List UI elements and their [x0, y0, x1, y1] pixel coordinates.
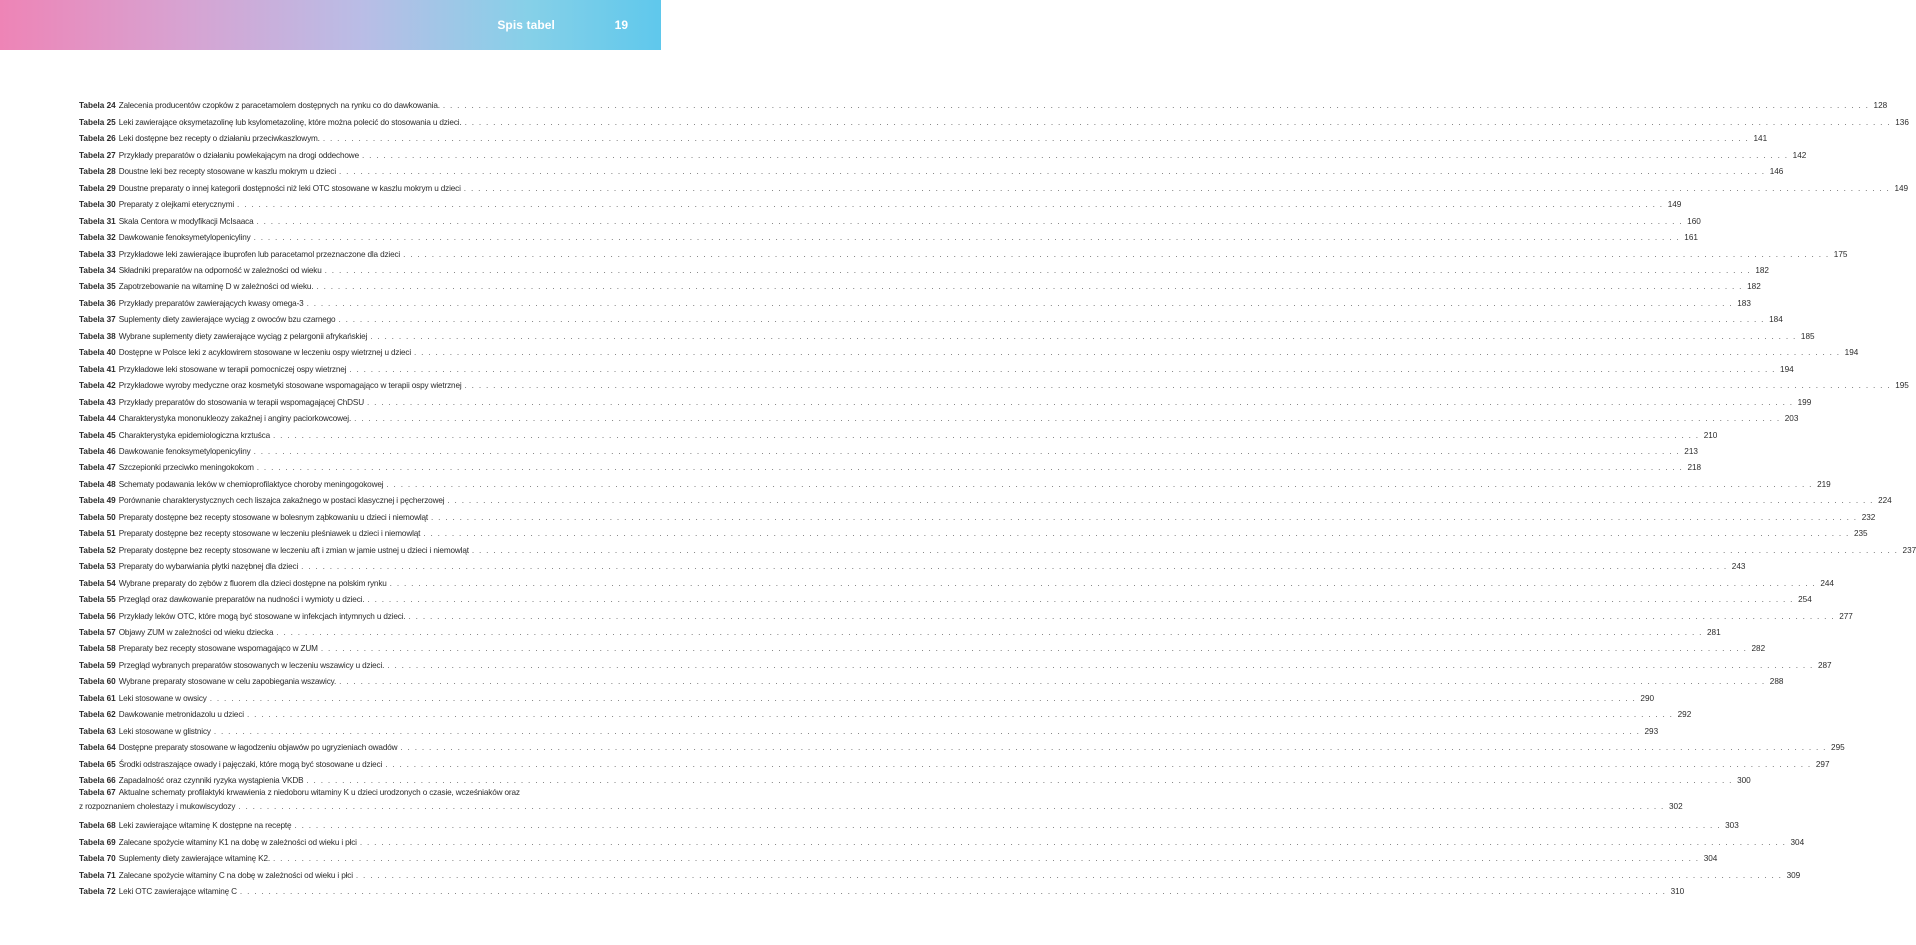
- entry-page-number: 304: [1790, 837, 1805, 847]
- entry-page-number: 213: [1684, 446, 1698, 456]
- dot-leader: . . . . . . . . . . . . . . . . . . . . . . . . . . . . . . . . . . . . . . . . . . . . . . . . . . . . . . . . . . . . . . . . . . . . . . . . . . . . . . . . . . . . . . . . . . . . . . . . . . . . . . . . . . . . . . . . . . . . . . . . . . . . . . . . . . . . . . . . . . . . . . . . . . . . . . . . . . . . . . . . . . . . . . . . . . . . . . . . . . . . . . . . . . . . . . . . . . . . . . . .: [273, 854, 1700, 864]
- entry-label: Tabela 41: [79, 364, 116, 374]
- entry-label: Tabela 31: [79, 216, 116, 226]
- entry-label: Tabela 42: [79, 381, 116, 391]
- entry-label: Tabela 58: [79, 644, 116, 654]
- entry-page-number: 203: [1784, 414, 1799, 424]
- entry-label: Tabela 64: [79, 743, 116, 753]
- toc-entry[interactable]: [79, 325, 1815, 341]
- entry-page-number: 303: [1725, 821, 1739, 831]
- dot-leader: . . . . . . . . . . . . . . . . . . . . . . . . . . . . . . . . . . . . . . . . . . . . . . . . . . . . . . . . . . . . . . . . . . . . . . . . . . . . . . . . . . . . . . . . . . . . . . . . . . . . . . . . . . . . . . . . . . . . . . . . . . . . . . . . . . . . . . . . . . . . . . . . . . . . . . . . . . . . . . . . . . . . . . . . . . . . . . . . . . . . . . . . . . . . . . . . . . . . . . . .: [238, 802, 1665, 812]
- dot-leader: . . . . . . . . . . . . . . . . . . . . . . . . . . . . . . . . . . . . . . . . . . . . . . . . . . . . . . . . . . . . . . . . . . . . . . . . . . . . . . . . . . . . . . . . . . . . . . . . . . . . . . . . . . . . . . . . . . . . . . . . . . . . . . . . . . . . . . . . . . . . . . . . . . . . . . . . . . . . . . . . . . . . . . . . . . . . . . . . . . . . . . . . . . . . . . . . . . . . . . . .: [354, 414, 1781, 424]
- dot-leader: . . . . . . . . . . . . . . . . . . . . . . . . . . . . . . . . . . . . . . . . . . . . . . . . . . . . . . . . . . . . . . . . . . . . . . . . . . . . . . . . . . . . . . . . . . . . . . . . . . . . . . . . . . . . . . . . . . . . . . . . . . . . . . . . . . . . . . . . . . . . . . . . . . . . . . . . . . . . . . . . . . . . . . . . . . . . . . . . . . . . . . . . . . . . . . . . . . . . . . . .: [339, 677, 1766, 687]
- dot-leader: . . . . . . . . . . . . . . . . . . . . . . . . . . . . . . . . . . . . . . . . . . . . . . . . . . . . . . . . . . . . . . . . . . . . . . . . . . . . . . . . . . . . . . . . . . . . . . . . . . . . . . . . . . . . . . . . . . . . . . . . . . . . . . . . . . . . . . . . . . . . . . . . . . . . . . . . . . . . . . . . . . . . . . . . . . . . . . . . . . . . . . . . . . . . . . . . . . . . . . . .: [306, 298, 1733, 308]
- entry-page-number: 232: [1861, 512, 1876, 522]
- entry-page-number: 141: [1753, 134, 1768, 144]
- dot-leader: . . . . . . . . . . . . . . . . . . . . . . . . . . . . . . . . . . . . . . . . . . . . . . . . . . . . . . . . . . . . . . . . . . . . . . . . . . . . . . . . . . . . . . . . . . . . . . . . . . . . . . . . . . . . . . . . . . . . . . . . . . . . . . . . . . . . . . . . . . . . . . . . . . . . . . . . . . . . . . . . . . . . . . . . . . . . . . . . . . . . . . . . . . . . . . . . . . . . . . . .: [209, 693, 1637, 703]
- toc-entry[interactable]: [79, 95, 1888, 111]
- entry-title: Szczepionki przeciwko meningokokom: [118, 463, 254, 473]
- entry-page-number: 182: [1755, 265, 1769, 275]
- entry-title: Wybrane preparaty stosowane w celu zapobiegania wszawicy.: [118, 677, 337, 687]
- entry-label: Tabela 28: [79, 167, 116, 177]
- toc-entry[interactable]: [79, 787, 1683, 815]
- entry-title: Preparaty dostępne bez recepty stosowane w leczeniu pleśniawek u dzieci i niemowląt: [118, 529, 421, 539]
- dot-leader: . . . . . . . . . . . . . . . . . . . . . . . . . . . . . . . . . . . . . . . . . . . . . . . . . . . . . . . . . . . . . . . . . . . . . . . . . . . . . . . . . . . . . . . . . . . . . . . . . . . . . . . . . . . . . . . . . . . . . . . . . . . . . . . . . . . . . . . . . . . . . . . . . . . . . . . . . . . . . . . . . . . . . . . . . . . . . . . . . . . . . . . . . . . . . . . . . . . . . . . .: [359, 837, 1787, 847]
- entry-title: Preparaty z olejkami eterycznymi: [118, 200, 235, 210]
- entry-page-number: 142: [1792, 150, 1807, 160]
- entry-page-number: 185: [1800, 331, 1815, 341]
- dot-leader: . . . . . . . . . . . . . . . . . . . . . . . . . . . . . . . . . . . . . . . . . . . . . . . . . . . . . . . . . . . . . . . . . . . . . . . . . . . . . . . . . . . . . . . . . . . . . . . . . . . . . . . . . . . . . . . . . . . . . . . . . . . . . . . . . . . . . . . . . . . . . . . . . . . . . . . . . . . . . . . . . . . . . . . . . . . . . . . . . . . . . . . . . . . . . . . . . . . . . . . .: [301, 562, 1728, 572]
- entry-label: Tabela 56: [79, 611, 116, 621]
- toc-entry[interactable]: [79, 358, 1794, 374]
- toc-entry[interactable]: [79, 605, 1853, 621]
- toc-entry[interactable]: [79, 848, 1718, 864]
- entry-page-number: 302: [1668, 802, 1683, 812]
- entry-page-number: 277: [1839, 611, 1853, 621]
- entry-title: Leki stosowane w owsicy: [118, 693, 207, 703]
- entry-title: Dawkowanie fenoksymetylopenicyliny: [118, 446, 251, 456]
- entry-title: Suplementy diety zawierające wyciąg z owoców bzu czarnego: [118, 315, 336, 325]
- entry-page-number: 292: [1677, 710, 1692, 720]
- entry-title: Przegląd wybranych preparatów stosowanych w leczeniu wszawicy u dzieci.: [118, 660, 385, 670]
- entry-title: Przykładowe wyroby medyczne oraz kosmetyki stosowane wspomagająco w terapii ospy wietrznej: [118, 381, 462, 391]
- entry-title: Suplementy diety zawierające witaminę K2.: [118, 854, 271, 864]
- entry-label: Tabela 27: [79, 150, 116, 160]
- toc-entry[interactable]: [79, 589, 1812, 605]
- entry-page-number: 237: [1902, 545, 1916, 555]
- entry-title: Przykłady preparatów do stosowania w terapii wspomagającej ChDSU: [118, 397, 364, 407]
- dot-leader: . . . . . . . . . . . . . . . . . . . . . . . . . . . . . . . . . . . . . . . . . . . . . . . . . . . . . . . . . . . . . . . . . . . . . . . . . . . . . . . . . . . . . . . . . . . . . . . . . . . . . . . . . . . . . . . . . . . . . . . . . . . . . . . . . . . . . . . . . . . . . . . . . . . . . . . . . . . . . . . . . . . . . . . . . . . . . . . . . . . . . . . . . . . . . . . . . . . . . . . .: [387, 660, 1814, 670]
- toc-entry[interactable]: [79, 111, 1909, 127]
- entry-title: Dostępne w Polsce leki z acyklowirem stosowane w leczeniu ospy wietrznej u dzieci: [118, 348, 412, 358]
- entry-page-number: 254: [1798, 595, 1812, 605]
- dot-leader: . . . . . . . . . . . . . . . . . . . . . . . . . . . . . . . . . . . . . . . . . . . . . . . . . . . . . . . . . . . . . . . . . . . . . . . . . . . . . . . . . . . . . . . . . . . . . . . . . . . . . . . . . . . . . . . . . . . . . . . . . . . . . . . . . . . . . . . . . . . . . . . . . . . . . . . . . . . . . . . . . . . . . . . . . . . . . . . . . . . . . . . . . . . . . . . . . . . . . . . .: [316, 282, 1743, 292]
- toc-entry[interactable]: [79, 815, 1739, 831]
- dot-leader: . . . . . . . . . . . . . . . . . . . . . . . . . . . . . . . . . . . . . . . . . . . . . . . . . . . . . . . . . . . . . . . . . . . . . . . . . . . . . . . . . . . . . . . . . . . . . . . . . . . . . . . . . . . . . . . . . . . . . . . . . . . . . . . . . . . . . . . . . . . . . . . . . . . . . . . . . . . . . . . . . . . . . . . . . . . . . . . . . . . . . . . . . . . . . . . . . . . . . . . .: [339, 167, 1766, 177]
- dot-leader: . . . . . . . . . . . . . . . . . . . . . . . . . . . . . . . . . . . . . . . . . . . . . . . . . . . . . . . . . . . . . . . . . . . . . . . . . . . . . . . . . . . . . . . . . . . . . . . . . . . . . . . . . . . . . . . . . . . . . . . . . . . . . . . . . . . . . . . . . . . . . . . . . . . . . . . . . . . . . . . . . . . . . . . . . . . . . . . . . . . . . . . . . . . . . . . . . . . . . . . .: [386, 479, 1813, 489]
- entry-page-number: 183: [1737, 298, 1751, 308]
- entry-title: Schematy podawania leków w chemioprofilaktyce choroby meningogokowej: [118, 479, 384, 489]
- entry-title: Leki zawierające oksymetazolinę lub ksylometazolinę, które można polecić do stosowania u dzieci.: [118, 117, 462, 127]
- entry-label: Tabela 60: [79, 677, 116, 687]
- entry-label: Tabela 66: [79, 776, 116, 786]
- dot-leader: . . . . . . . . . . . . . . . . . . . . . . . . . . . . . . . . . . . . . . . . . . . . . . . . . . . . . . . . . . . . . . . . . . . . . . . . . . . . . . . . . . . . . . . . . . . . . . . . . . . . . . . . . . . . . . . . . . . . . . . . . . . . . . . . . . . . . . . . . . . . . . . . . . . . . . . . . . . . . . . . . . . . . . . . . . . . . . . . . . . . . . . . . . . . . . . . . . . . . . . .: [389, 578, 1816, 588]
- toc-entry[interactable]: [79, 128, 1768, 144]
- entry-title: Preparaty dostępne bez recepty stosowane w bolesnym ząbkowaniu u dzieci i niemowląt: [118, 512, 429, 522]
- entry-title: Skala Centora w modyfikacji McIsaaca: [118, 216, 254, 226]
- toc-entry[interactable]: [79, 227, 1698, 243]
- entry-title: Przykładowe leki stosowane w terapii pomocniczej ospy wietrznej: [118, 364, 347, 374]
- toc-entry[interactable]: [79, 194, 1682, 210]
- entry-label: Tabela 65: [79, 759, 116, 769]
- entry-label: Tabela 67: [79, 788, 116, 798]
- dot-leader: . . . . . . . . . . . . . . . . . . . . . . . . . . . . . . . . . . . . . . . . . . . . . . . . . . . . . . . . . . . . . . . . . . . . . . . . . . . . . . . . . . . . . . . . . . . . . . . . . . . . . . . . . . . . . . . . . . . . . . . . . . . . . . . . . . . . . . . . . . . . . . . . . . . . . . . . . . . . . . . . . . . . . . . . . . . . . . . . . . . . . . . . . . . . . . . . . . . . . . . .: [431, 512, 1858, 522]
- entry-page-number: 210: [1703, 430, 1718, 440]
- entry-label: Tabela 30: [79, 200, 116, 210]
- entry-title: Objawy ZUM w zależności od wieku dziecka: [118, 627, 274, 637]
- dot-leader: . . . . . . . . . . . . . . . . . . . . . . . . . . . . . . . . . . . . . . . . . . . . . . . . . . . . . . . . . . . . . . . . . . . . . . . . . . . . . . . . . . . . . . . . . . . . . . . . . . . . . . . . . . . . . . . . . . . . . . . . . . . . . . . . . . . . . . . . . . . . . . . . . . . . . . . . . . . . . . . . . . . . . . . . . . . . . . . . . . . . . . . . . . . . . . . . . . . . . . . .: [256, 216, 1683, 226]
- entry-page-number: 182: [1747, 282, 1761, 292]
- header-band: [0, 0, 661, 50]
- entry-title: Przykłady preparatów o działaniu powlekającym na drogi oddechowe: [118, 150, 359, 160]
- toc-entry[interactable]: [79, 654, 1832, 670]
- entry-label: Tabela 37: [79, 315, 116, 325]
- toc-entry[interactable]: [79, 177, 1909, 193]
- entry-label: Tabela 72: [79, 887, 116, 897]
- entry-label: Tabela 53: [79, 562, 116, 572]
- entry-label: Tabela 36: [79, 298, 116, 308]
- dot-leader: . . . . . . . . . . . . . . . . . . . . . . . . . . . . . . . . . . . . . . . . . . . . . . . . . . . . . . . . . . . . . . . . . . . . . . . . . . . . . . . . . . . . . . . . . . . . . . . . . . . . . . . . . . . . . . . . . . . . . . . . . . . . . . . . . . . . . . . . . . . . . . . . . . . . . . . . . . . . . . . . . . . . . . . . . . . . . . . . . . . . . . . . . . . . . . . . . . . . . . . .: [370, 331, 1797, 341]
- entry-page-number: 218: [1687, 463, 1702, 473]
- entry-label: Tabela 35: [79, 282, 116, 292]
- entry-title: Przykłady leków OTC, które mogą być stosowane w infekcjach intymnych u dzieci.: [118, 611, 406, 621]
- toc-entry[interactable]: [79, 753, 1830, 769]
- entry-label: Tabela 24: [79, 101, 116, 111]
- entry-title: Zalecenia producentów czopków z paracetamolem dostępnych na rynku co do dawkowania.: [118, 101, 440, 111]
- dot-leader: . . . . . . . . . . . . . . . . . . . . . . . . . . . . . . . . . . . . . . . . . . . . . . . . . . . . . . . . . . . . . . . . . . . . . . . . . . . . . . . . . . . . . . . . . . . . . . . . . . . . . . . . . . . . . . . . . . . . . . . . . . . . . . . . . . . . . . . . . . . . . . . . . . . . . . . . . . . . . . . . . . . . . . . . . . . . . . . . . . . . . . . . . . . . . . . . . . . . . . . .: [464, 381, 1891, 391]
- entry-title: Przegląd oraz dawkowanie preparatów na nudności i wymioty u dzieci.: [118, 595, 365, 605]
- entry-title: Zapadalność oraz czynniki ryzyka wystąpienia VKDB: [118, 776, 304, 786]
- dot-leader: . . . . . . . . . . . . . . . . . . . . . . . . . . . . . . . . . . . . . . . . . . . . . . . . . . . . . . . . . . . . . . . . . . . . . . . . . . . . . . . . . . . . . . . . . . . . . . . . . . . . . . . . . . . . . . . . . . . . . . . . . . . . . . . . . . . . . . . . . . . . . . . . . . . . . . . . . . . . . . . . . . . . . . . . . . . . . . . . . . . . . . . . . . . . . . . . . . . . . . . .: [237, 200, 1664, 210]
- dot-leader: . . . . . . . . . . . . . . . . . . . . . . . . . . . . . . . . . . . . . . . . . . . . . . . . . . . . . . . . . . . . . . . . . . . . . . . . . . . . . . . . . . . . . . . . . . . . . . . . . . . . . . . . . . . . . . . . . . . . . . . . . . . . . . . . . . . . . . . . . . . . . . . . . . . . . . . . . . . . . . . . . . . . . . . . . . . . . . . . . . . . . . . . . . . . . . . . . . . . . . . .: [324, 265, 1751, 275]
- entry-page-number: 194: [1780, 364, 1794, 374]
- page-number: 19: [614, 18, 628, 32]
- section-title: Spis tabel: [497, 18, 555, 32]
- entry-title: Wybrane suplementy diety zawierające wyciąg z pelargonii afrykańskiej: [118, 331, 368, 341]
- dot-leader: . . . . . . . . . . . . . . . . . . . . . . . . . . . . . . . . . . . . . . . . . . . . . . . . . . . . . . . . . . . . . . . . . . . . . . . . . . . . . . . . . . . . . . . . . . . . . . . . . . . . . . . . . . . . . . . . . . . . . . . . . . . . . . . . . . . . . . . . . . . . . . . . . . . . . . . . . . . . . . . . . . . . . . . . . . . . . . . . . . . . . . . . . . . . . . . . . . . . . . . .: [322, 134, 1750, 144]
- toc-entry[interactable]: [79, 671, 1784, 687]
- toc-entry[interactable]: [79, 473, 1831, 489]
- entry-title: Leki dostępne bez recepty o działaniu przeciwkaszlowym.: [118, 134, 320, 144]
- entry-page-number: 194: [1844, 348, 1859, 358]
- dot-leader: . . . . . . . . . . . . . . . . . . . . . . . . . . . . . . . . . . . . . . . . . . . . . . . . . . . . . . . . . . . . . . . . . . . . . . . . . . . . . . . . . . . . . . . . . . . . . . . . . . . . . . . . . . . . . . . . . . . . . . . . . . . . . . . . . . . . . . . . . . . . . . . . . . . . . . . . . . . . . . . . . . . . . . . . . . . . . . . . . . . . . . . . . . . . . . . . . . . . . . . .: [320, 644, 1748, 654]
- dot-leader: . . . . . . . . . . . . . . . . . . . . . . . . . . . . . . . . . . . . . . . . . . . . . . . . . . . . . . . . . . . . . . . . . . . . . . . . . . . . . . . . . . . . . . . . . . . . . . . . . . . . . . . . . . . . . . . . . . . . . . . . . . . . . . . . . . . . . . . . . . . . . . . . . . . . . . . . . . . . . . . . . . . . . . . . . . . . . . . . . . . . . . . . . . . . . . . . . . . . . . . .: [338, 315, 1765, 325]
- entry-title: Zalecane spożycie witaminy K1 na dobę w zależności od wieku i płci: [118, 837, 357, 847]
- entry-label: Tabela 62: [79, 710, 116, 720]
- dot-leader: . . . . . . . . . . . . . . . . . . . . . . . . . . . . . . . . . . . . . . . . . . . . . . . . . . . . . . . . . . . . . . . . . . . . . . . . . . . . . . . . . . . . . . . . . . . . . . . . . . . . . . . . . . . . . . . . . . . . . . . . . . . . . . . . . . . . . . . . . . . . . . . . . . . . . . . . . . . . . . . . . . . . . . . . . . . . . . . . . . . . . . . . . . . . . . . . . . . . . . . .: [246, 710, 1674, 720]
- toc-entry[interactable]: [79, 556, 1746, 572]
- entry-title-continued: z rozpoznaniem cholestazy i mukowiscydozy: [79, 802, 236, 812]
- toc-entry[interactable]: [79, 210, 1701, 226]
- entry-title: Wybrane preparaty do zębów z fluorem dla dzieci dostępne na polskim rynku: [118, 578, 387, 588]
- entry-label: Tabela 33: [79, 249, 116, 259]
- entry-title: Leki zawierające witaminę K dostępne na receptę: [118, 821, 292, 831]
- toc-entry[interactable]: [79, 408, 1799, 424]
- toc-entry[interactable]: [79, 737, 1845, 753]
- entry-label: Tabela 52: [79, 545, 116, 555]
- entry-title: Dawkowanie metronidazolu u dzieci: [118, 710, 244, 720]
- entry-title: Preparaty bez recepty stosowane wspomagająco w ZUM: [118, 644, 318, 654]
- entry-title: Charakterystyka mononukleozy zakaźnej i anginy paciorkowcowej.: [118, 414, 352, 424]
- entry-label: Tabela 48: [79, 479, 116, 489]
- entry-page-number: 219: [1817, 479, 1831, 489]
- entry-title: Aktualne schematy profilaktyki krwawienia z niedoboru witaminy K u dzieci urodzonych o czasie, wcześniaków oraz: [118, 788, 520, 798]
- toc-entry[interactable]: [79, 243, 1848, 259]
- toc-entry[interactable]: [79, 864, 1801, 880]
- toc-entry[interactable]: [79, 539, 1916, 555]
- toc-entry[interactable]: [79, 572, 1834, 588]
- toc-entry[interactable]: [79, 260, 1769, 276]
- toc-entry[interactable]: [79, 457, 1702, 473]
- toc-entry[interactable]: [79, 523, 1868, 539]
- entry-page-number: 309: [1786, 870, 1801, 880]
- toc-entry[interactable]: [79, 720, 1659, 736]
- entry-title: Preparaty dostępne bez recepty stosowane w leczeniu aft i zmian w jamie ustnej u dzieci i niemowląt: [118, 545, 469, 555]
- entry-page-number: 146: [1769, 167, 1784, 177]
- entry-label: Tabela 45: [79, 430, 116, 440]
- entry-label: Tabela 70: [79, 854, 116, 864]
- entry-label: Tabela 26: [79, 134, 116, 144]
- toc-entry[interactable]: [79, 490, 1892, 506]
- dot-leader: . . . . . . . . . . . . . . . . . . . . . . . . . . . . . . . . . . . . . . . . . . . . . . . . . . . . . . . . . . . . . . . . . . . . . . . . . . . . . . . . . . . . . . . . . . . . . . . . . . . . . . . . . . . . . . . . . . . . . . . . . . . . . . . . . . . . . . . . . . . . . . . . . . . . . . . . . . . . . . . . . . . . . . . . . . . . . . . . . . . . . . . . . . . . . . . . . . . . . . . .: [367, 595, 1794, 605]
- toc-entry[interactable]: [79, 424, 1718, 440]
- entry-title: Preparaty do wybarwiania płytki nazębnej dla dzieci: [118, 562, 299, 572]
- toc-entry[interactable]: [79, 622, 1721, 638]
- entry-label: Tabela 44: [79, 414, 116, 424]
- entry-label: Tabela 29: [79, 183, 116, 193]
- entry-title: Przykłady preparatów zawierających kwasy omega-3: [118, 298, 304, 308]
- table-of-contents: [79, 95, 1916, 897]
- toc-entry[interactable]: [79, 638, 1766, 654]
- entry-page-number: 136: [1895, 117, 1909, 127]
- toc-entry[interactable]: [79, 881, 1685, 897]
- entry-label: Tabela 71: [79, 870, 116, 880]
- dot-leader: . . . . . . . . . . . . . . . . . . . . . . . . . . . . . . . . . . . . . . . . . . . . . . . . . . . . . . . . . . . . . . . . . . . . . . . . . . . . . . . . . . . . . . . . . . . . . . . . . . . . . . . . . . . . . . . . . . . . . . . . . . . . . . . . . . . . . . . . . . . . . . . . . . . . . . . . . . . . . . . . . . . . . . . . . . . . . . . . . . . . . . . . . . . . . . . . . . . . . . . .: [414, 348, 1841, 358]
- entry-label: Tabela 59: [79, 660, 116, 670]
- dot-leader: . . . . . . . . . . . . . . . . . . . . . . . . . . . . . . . . . . . . . . . . . . . . . . . . . . . . . . . . . . . . . . . . . . . . . . . . . . . . . . . . . . . . . . . . . . . . . . . . . . . . . . . . . . . . . . . . . . . . . . . . . . . . . . . . . . . . . . . . . . . . . . . . . . . . . . . . . . . . . . . . . . . . . . . . . . . . . . . . . . . . . . . . . . . . . . . . . . . . . . . .: [447, 496, 1874, 506]
- entry-page-number: 244: [1820, 578, 1834, 588]
- dot-leader: . . . . . . . . . . . . . . . . . . . . . . . . . . . . . . . . . . . . . . . . . . . . . . . . . . . . . . . . . . . . . . . . . . . . . . . . . . . . . . . . . . . . . . . . . . . . . . . . . . . . . . . . . . . . . . . . . . . . . . . . . . . . . . . . . . . . . . . . . . . . . . . . . . . . . . . . . . . . . . . . . . . . . . . . . . . . . . . . . . . . . . . . . . . . . . . . . . . . . . . .: [400, 743, 1827, 753]
- entry-page-number: 293: [1644, 726, 1659, 736]
- entry-page-number: 199: [1797, 397, 1812, 407]
- entry-page-number: 184: [1769, 315, 1783, 325]
- dot-leader: . . . . . . . . . . . . . . . . . . . . . . . . . . . . . . . . . . . . . . . . . . . . . . . . . . . . . . . . . . . . . . . . . . . . . . . . . . . . . . . . . . . . . . . . . . . . . . . . . . . . . . . . . . . . . . . . . . . . . . . . . . . . . . . . . . . . . . . . . . . . . . . . . . . . . . . . . . . . . . . . . . . . . . . . . . . . . . . . . . . . . . . . . . . . . . . . . . . . . . . .: [273, 430, 1700, 440]
- entry-title: Doustne preparaty o innej kategorii dostępności niż leki OTC stosowane w kaszlu mokrym u dzieci: [118, 183, 461, 193]
- dot-leader: . . . . . . . . . . . . . . . . . . . . . . . . . . . . . . . . . . . . . . . . . . . . . . . . . . . . . . . . . . . . . . . . . . . . . . . . . . . . . . . . . . . . . . . . . . . . . . . . . . . . . . . . . . . . . . . . . . . . . . . . . . . . . . . . . . . . . . . . . . . . . . . . . . . . . . . . . . . . . . . . . . . . . . . . . . . . . . . . . . . . . . . . . . . . . . . . . . . . . . . .: [442, 101, 1870, 111]
- entry-page-number: 295: [1831, 743, 1845, 753]
- entry-title: Środki odstraszające owady i pajęczaki, które mogą być stosowane u dzieci: [118, 759, 383, 769]
- entry-page-number: 290: [1640, 693, 1655, 703]
- dot-leader: . . . . . . . . . . . . . . . . . . . . . . . . . . . . . . . . . . . . . . . . . . . . . . . . . . . . . . . . . . . . . . . . . . . . . . . . . . . . . . . . . . . . . . . . . . . . . . . . . . . . . . . . . . . . . . . . . . . . . . . . . . . . . . . . . . . . . . . . . . . . . . . . . . . . . . . . . . . . . . . . . . . . . . . . . . . . . . . . . . . . . . . . . . . . . . . . . . . . . . . .: [349, 364, 1776, 374]
- entry-page-number: 224: [1878, 496, 1892, 506]
- entry-page-number: 304: [1703, 854, 1718, 864]
- entry-page-number: 195: [1895, 381, 1909, 391]
- entry-label: Tabela 38: [79, 331, 116, 341]
- entry-label: Tabela 47: [79, 463, 116, 473]
- entry-label: Tabela 51: [79, 529, 116, 539]
- entry-title: Porównanie charakterystycznych cech liszajca zakaźnego w postaci klasycznej i pęcherzowej: [118, 496, 445, 506]
- dot-leader: . . . . . . . . . . . . . . . . . . . . . . . . . . . . . . . . . . . . . . . . . . . . . . . . . . . . . . . . . . . . . . . . . . . . . . . . . . . . . . . . . . . . . . . . . . . . . . . . . . . . . . . . . . . . . . . . . . . . . . . . . . . . . . . . . . . . . . . . . . . . . . . . . . . . . . . . . . . . . . . . . . . . . . . . . . . . . . . . . . . . . . . . . . . . . . . . . . . . . . . .: [403, 249, 1830, 259]
- entry-page-number: 243: [1731, 562, 1746, 572]
- entry-page-number: 310: [1670, 887, 1685, 897]
- entry-page-number: 300: [1737, 776, 1751, 786]
- entry-page-number: 128: [1873, 101, 1888, 111]
- dot-leader: . . . . . . . . . . . . . . . . . . . . . . . . . . . . . . . . . . . . . . . . . . . . . . . . . . . . . . . . . . . . . . . . . . . . . . . . . . . . . . . . . . . . . . . . . . . . . . . . . . . . . . . . . . . . . . . . . . . . . . . . . . . . . . . . . . . . . . . . . . . . . . . . . . . . . . . . . . . . . . . . . . . . . . . . . . . . . . . . . . . . . . . . . . . . . . . . . . . . . . . .: [239, 887, 1667, 897]
- dot-leader: . . . . . . . . . . . . . . . . . . . . . . . . . . . . . . . . . . . . . . . . . . . . . . . . . . . . . . . . . . . . . . . . . . . . . . . . . . . . . . . . . . . . . . . . . . . . . . . . . . . . . . . . . . . . . . . . . . . . . . . . . . . . . . . . . . . . . . . . . . . . . . . . . . . . . . . . . . . . . . . . . . . . . . . . . . . . . . . . . . . . . . . . . . . . . . . . . . . . . . . .: [253, 233, 1680, 243]
- dot-leader: . . . . . . . . . . . . . . . . . . . . . . . . . . . . . . . . . . . . . . . . . . . . . . . . . . . . . . . . . . . . . . . . . . . . . . . . . . . . . . . . . . . . . . . . . . . . . . . . . . . . . . . . . . . . . . . . . . . . . . . . . . . . . . . . . . . . . . . . . . . . . . . . . . . . . . . . . . . . . . . . . . . . . . . . . . . . . . . . . . . . . . . . . . . . . . . . . . . . . . . .: [366, 397, 1794, 407]
- toc-entry[interactable]: [79, 704, 1692, 720]
- entry-title: Dawkowanie fenoksymetylopenicyliny: [118, 233, 251, 243]
- entry-title: Doustne leki bez recepty stosowane w kaszlu mokrym u dzieci: [118, 167, 337, 177]
- entry-label: Tabela 55: [79, 595, 116, 605]
- entry-label: Tabela 32: [79, 233, 116, 243]
- entry-label: Tabela 46: [79, 446, 116, 456]
- entry-page-number: 287: [1817, 660, 1832, 670]
- entry-page-number: 161: [1684, 233, 1698, 243]
- toc-entry[interactable]: [79, 391, 1812, 407]
- entry-page-number: 282: [1751, 644, 1766, 654]
- dot-leader: . . . . . . . . . . . . . . . . . . . . . . . . . . . . . . . . . . . . . . . . . . . . . . . . . . . . . . . . . . . . . . . . . . . . . . . . . . . . . . . . . . . . . . . . . . . . . . . . . . . . . . . . . . . . . . . . . . . . . . . . . . . . . . . . . . . . . . . . . . . . . . . . . . . . . . . . . . . . . . . . . . . . . . . . . . . . . . . . . . . . . . . . . . . . . . . . . . . . . . . .: [423, 529, 1850, 539]
- dot-leader: . . . . . . . . . . . . . . . . . . . . . . . . . . . . . . . . . . . . . . . . . . . . . . . . . . . . . . . . . . . . . . . . . . . . . . . . . . . . . . . . . . . . . . . . . . . . . . . . . . . . . . . . . . . . . . . . . . . . . . . . . . . . . . . . . . . . . . . . . . . . . . . . . . . . . . . . . . . . . . . . . . . . . . . . . . . . . . . . . . . . . . . . . . . . . . . . . . . . . . . .: [276, 627, 1703, 637]
- entry-title: Składniki preparatów na odporność w zależności od wieku: [118, 265, 322, 275]
- entry-label: Tabela 57: [79, 627, 116, 637]
- toc-entry[interactable]: [79, 506, 1876, 522]
- entry-label: Tabela 40: [79, 348, 116, 358]
- entry-label: Tabela 50: [79, 512, 116, 522]
- entry-label: Tabela 34: [79, 265, 116, 275]
- toc-entry[interactable]: [79, 831, 1805, 847]
- entry-page-number: 160: [1687, 216, 1701, 226]
- dot-leader: . . . . . . . . . . . . . . . . . . . . . . . . . . . . . . . . . . . . . . . . . . . . . . . . . . . . . . . . . . . . . . . . . . . . . . . . . . . . . . . . . . . . . . . . . . . . . . . . . . . . . . . . . . . . . . . . . . . . . . . . . . . . . . . . . . . . . . . . . . . . . . . . . . . . . . . . . . . . . . . . . . . . . . . . . . . . . . . . . . . . . . . . . . . . . . . . . . . . . . . .: [294, 821, 1721, 831]
- dot-leader: . . . . . . . . . . . . . . . . . . . . . . . . . . . . . . . . . . . . . . . . . . . . . . . . . . . . . . . . . . . . . . . . . . . . . . . . . . . . . . . . . . . . . . . . . . . . . . . . . . . . . . . . . . . . . . . . . . . . . . . . . . . . . . . . . . . . . . . . . . . . . . . . . . . . . . . . . . . . . . . . . . . . . . . . . . . . . . . . . . . . . . . . . . . . . . . . . . . . . . . .: [385, 759, 1812, 769]
- dot-leader: . . . . . . . . . . . . . . . . . . . . . . . . . . . . . . . . . . . . . . . . . . . . . . . . . . . . . . . . . . . . . . . . . . . . . . . . . . . . . . . . . . . . . . . . . . . . . . . . . . . . . . . . . . . . . . . . . . . . . . . . . . . . . . . . . . . . . . . . . . . . . . . . . . . . . . . . . . . . . . . . . . . . . . . . . . . . . . . . . . . . . . . . . . . . . . . . . . . . . . . .: [355, 870, 1783, 880]
- entry-label: Tabela 43: [79, 397, 116, 407]
- entry-page-number: 297: [1815, 759, 1830, 769]
- dot-leader: . . . . . . . . . . . . . . . . . . . . . . . . . . . . . . . . . . . . . . . . . . . . . . . . . . . . . . . . . . . . . . . . . . . . . . . . . . . . . . . . . . . . . . . . . . . . . . . . . . . . . . . . . . . . . . . . . . . . . . . . . . . . . . . . . . . . . . . . . . . . . . . . . . . . . . . . . . . . . . . . . . . . . . . . . . . . . . . . . . . . . . . . . . . . . . . . . . . . . . . .: [471, 545, 1899, 555]
- entry-title: Charakterystyka epidemiologiczna krztuśca: [118, 430, 271, 440]
- entry-page-number: 175: [1833, 249, 1848, 259]
- entry-title: Zalecane spożycie witaminy C na dobę w zależności od wieku i płci: [118, 870, 353, 880]
- toc-entry[interactable]: [79, 144, 1807, 160]
- toc-entry[interactable]: [79, 292, 1751, 308]
- dot-leader: . . . . . . . . . . . . . . . . . . . . . . . . . . . . . . . . . . . . . . . . . . . . . . . . . . . . . . . . . . . . . . . . . . . . . . . . . . . . . . . . . . . . . . . . . . . . . . . . . . . . . . . . . . . . . . . . . . . . . . . . . . . . . . . . . . . . . . . . . . . . . . . . . . . . . . . . . . . . . . . . . . . . . . . . . . . . . . . . . . . . . . . . . . . . . . . . . . . . . . . .: [306, 776, 1733, 786]
- entry-title: Leki OTC zawierające witaminę C: [118, 887, 237, 897]
- entry-label: Tabela 68: [79, 821, 116, 831]
- dot-leader: . . . . . . . . . . . . . . . . . . . . . . . . . . . . . . . . . . . . . . . . . . . . . . . . . . . . . . . . . . . . . . . . . . . . . . . . . . . . . . . . . . . . . . . . . . . . . . . . . . . . . . . . . . . . . . . . . . . . . . . . . . . . . . . . . . . . . . . . . . . . . . . . . . . . . . . . . . . . . . . . . . . . . . . . . . . . . . . . . . . . . . . . . . . . . . . . . . . . . . . .: [463, 183, 1891, 193]
- entry-title: Zapotrzebowanie na witaminę D w zależności od wieku.: [118, 282, 314, 292]
- entry-page-number: 281: [1707, 627, 1721, 637]
- toc-entry[interactable]: [79, 441, 1698, 457]
- entry-label: Tabela 63: [79, 726, 116, 736]
- entry-page-number: 288: [1769, 677, 1784, 687]
- toc-entry[interactable]: [79, 770, 1751, 786]
- entry-label: Tabela 69: [79, 837, 116, 847]
- dot-leader: . . . . . . . . . . . . . . . . . . . . . . . . . . . . . . . . . . . . . . . . . . . . . . . . . . . . . . . . . . . . . . . . . . . . . . . . . . . . . . . . . . . . . . . . . . . . . . . . . . . . . . . . . . . . . . . . . . . . . . . . . . . . . . . . . . . . . . . . . . . . . . . . . . . . . . . . . . . . . . . . . . . . . . . . . . . . . . . . . . . . . . . . . . . . . . . . . . . . . . . .: [213, 726, 1641, 736]
- toc-entry[interactable]: [79, 276, 1761, 292]
- dot-leader: . . . . . . . . . . . . . . . . . . . . . . . . . . . . . . . . . . . . . . . . . . . . . . . . . . . . . . . . . . . . . . . . . . . . . . . . . . . . . . . . . . . . . . . . . . . . . . . . . . . . . . . . . . . . . . . . . . . . . . . . . . . . . . . . . . . . . . . . . . . . . . . . . . . . . . . . . . . . . . . . . . . . . . . . . . . . . . . . . . . . . . . . . . . . . . . . . . . . . . . .: [464, 117, 1891, 127]
- entry-label: Tabela 61: [79, 693, 116, 703]
- entry-title: Przykładowe leki zawierające ibuprofen lub paracetamol przeznaczone dla dzieci: [118, 249, 401, 259]
- entry-page-number: 149: [1667, 200, 1682, 210]
- toc-entry[interactable]: [79, 687, 1655, 703]
- dot-leader: . . . . . . . . . . . . . . . . . . . . . . . . . . . . . . . . . . . . . . . . . . . . . . . . . . . . . . . . . . . . . . . . . . . . . . . . . . . . . . . . . . . . . . . . . . . . . . . . . . . . . . . . . . . . . . . . . . . . . . . . . . . . . . . . . . . . . . . . . . . . . . . . . . . . . . . . . . . . . . . . . . . . . . . . . . . . . . . . . . . . . . . . . . . . . . . . . . . . . . . .: [361, 150, 1789, 160]
- dot-leader: . . . . . . . . . . . . . . . . . . . . . . . . . . . . . . . . . . . . . . . . . . . . . . . . . . . . . . . . . . . . . . . . . . . . . . . . . . . . . . . . . . . . . . . . . . . . . . . . . . . . . . . . . . . . . . . . . . . . . . . . . . . . . . . . . . . . . . . . . . . . . . . . . . . . . . . . . . . . . . . . . . . . . . . . . . . . . . . . . . . . . . . . . . . . . . . . . . . . . . . .: [256, 463, 1684, 473]
- entry-page-number: 235: [1853, 529, 1868, 539]
- entry-label: Tabela 25: [79, 117, 116, 127]
- dot-leader: . . . . . . . . . . . . . . . . . . . . . . . . . . . . . . . . . . . . . . . . . . . . . . . . . . . . . . . . . . . . . . . . . . . . . . . . . . . . . . . . . . . . . . . . . . . . . . . . . . . . . . . . . . . . . . . . . . . . . . . . . . . . . . . . . . . . . . . . . . . . . . . . . . . . . . . . . . . . . . . . . . . . . . . . . . . . . . . . . . . . . . . . . . . . . . . . . . . . . . . .: [408, 611, 1835, 621]
- entry-title: Leki stosowane w glistnicy: [118, 726, 211, 736]
- dot-leader: . . . . . . . . . . . . . . . . . . . . . . . . . . . . . . . . . . . . . . . . . . . . . . . . . . . . . . . . . . . . . . . . . . . . . . . . . . . . . . . . . . . . . . . . . . . . . . . . . . . . . . . . . . . . . . . . . . . . . . . . . . . . . . . . . . . . . . . . . . . . . . . . . . . . . . . . . . . . . . . . . . . . . . . . . . . . . . . . . . . . . . . . . . . . . . . . . . . . . . . .: [253, 446, 1680, 456]
- entry-label: Tabela 54: [79, 578, 116, 588]
- entry-label: Tabela 49: [79, 496, 116, 506]
- toc-entry[interactable]: [79, 375, 1909, 391]
- toc-entry[interactable]: [79, 309, 1783, 325]
- entry-title: Dostępne preparaty stosowane w łagodzeniu objawów po ugryzieniach owadów: [118, 743, 398, 753]
- toc-entry[interactable]: [79, 161, 1784, 177]
- toc-entry[interactable]: [79, 342, 1859, 358]
- entry-page-number: 149: [1894, 183, 1909, 193]
